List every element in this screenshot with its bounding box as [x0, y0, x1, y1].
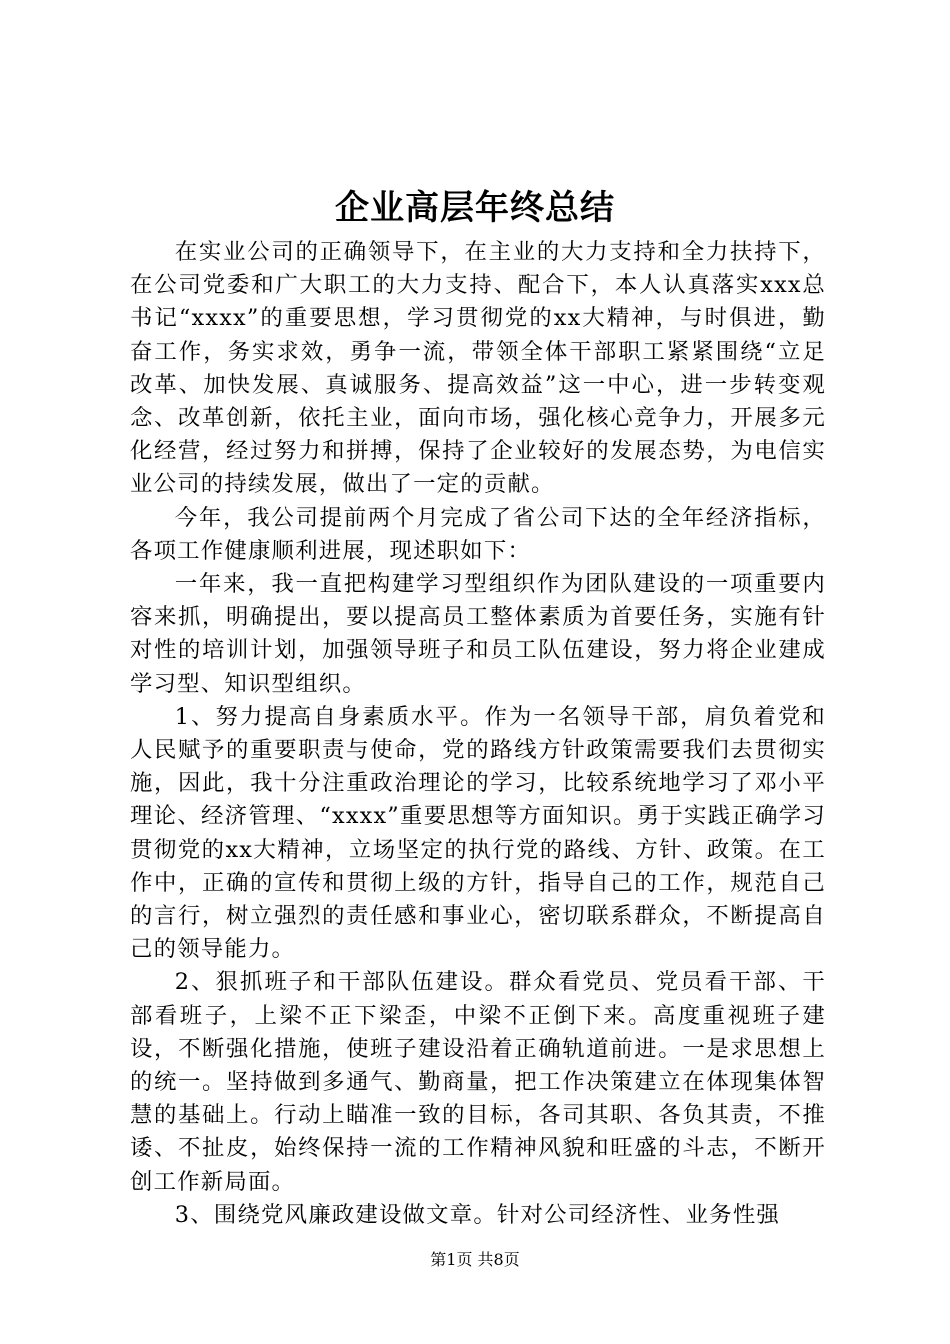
paragraph: 今年，我公司提前两个月完成了省公司下达的全年经济指标，各项工作健康顺利进展，现述职如下：: [130, 504, 826, 564]
paragraph: 2、狠抓班子和干部队伍建设。群众看党员、党员看干部、干部看班子，上梁不正下梁歪，中梁不正倒下来。高度重视班子建设，不断强化措施，使班子建设沿着正确轨道前进。一是求思想上的统一。坚持做到多通气、勤商量，把工作决策建立在体现集体智慧的基础上。行动上瞄准一致的目标，各司其职、各负其责，不推诿、不扯皮，始终保持一流的工作精神风貌和旺盛的斗志，不断开创工作新局面。: [130, 969, 826, 1195]
paragraph: 3、围绕党风廉政建设做文章。针对公司经济性、业务性强: [174, 1201, 781, 1228]
paragraph: 在实业公司的正确领导下，在主业的大力支持和全力扶持下，在公司党委和广大职工的大力支持、配合下，本人认真落实xxx总书记“xxxx”的重要思想，学习贯彻党的xx大精神，与时俱进，勤奋工作，务实求效，勇争一流，带领全体干部职工紧紧围绕“立足改革、加快发展、真诚服务、提高效益”这一中心，进一步转变观念、改革创新，依托主业，面向市场，强化核心竞争力，开展多元化经营，经过努力和拼搏，保持了企业较好的发展态势，为电信实业公司的持续发展，做出了一定的贡献。: [130, 239, 826, 498]
paragraph: 1、努力提高自身素质水平。作为一名领导干部，肩负着党和人民赋予的重要职责与使命，党的路线方针政策需要我们去贯彻实施，因此，我十分注重政治理论的学习，比较系统地学习了邓小平理论、经济管理、“xxxx”重要思想等方面知识。勇于实践正确学习贯彻党的xx大精神，立场坚定的执行党的路线、方针、政策。在工作中，正确的宣传和贯彻上级的方针，指导自己的工作，规范自己的言行，树立强烈的责任感和事业心，密切联系群众，不断提高自己的领导能力。: [130, 703, 826, 963]
page-footer: 第1页 共8页: [430, 1250, 520, 1269]
document-title: 企业高层年终总结: [335, 188, 615, 228]
document-body: [130, 236, 826, 1232]
paragraph: 一年来，我一直把构建学习型组织作为团队建设的一项重要内容来抓，明确提出，要以提高员工整体素质为首要任务，实施有针对性的培训计划，加强领导班子和员工队伍建设，努力将企业建成学习型、知识型组织。: [130, 571, 826, 697]
